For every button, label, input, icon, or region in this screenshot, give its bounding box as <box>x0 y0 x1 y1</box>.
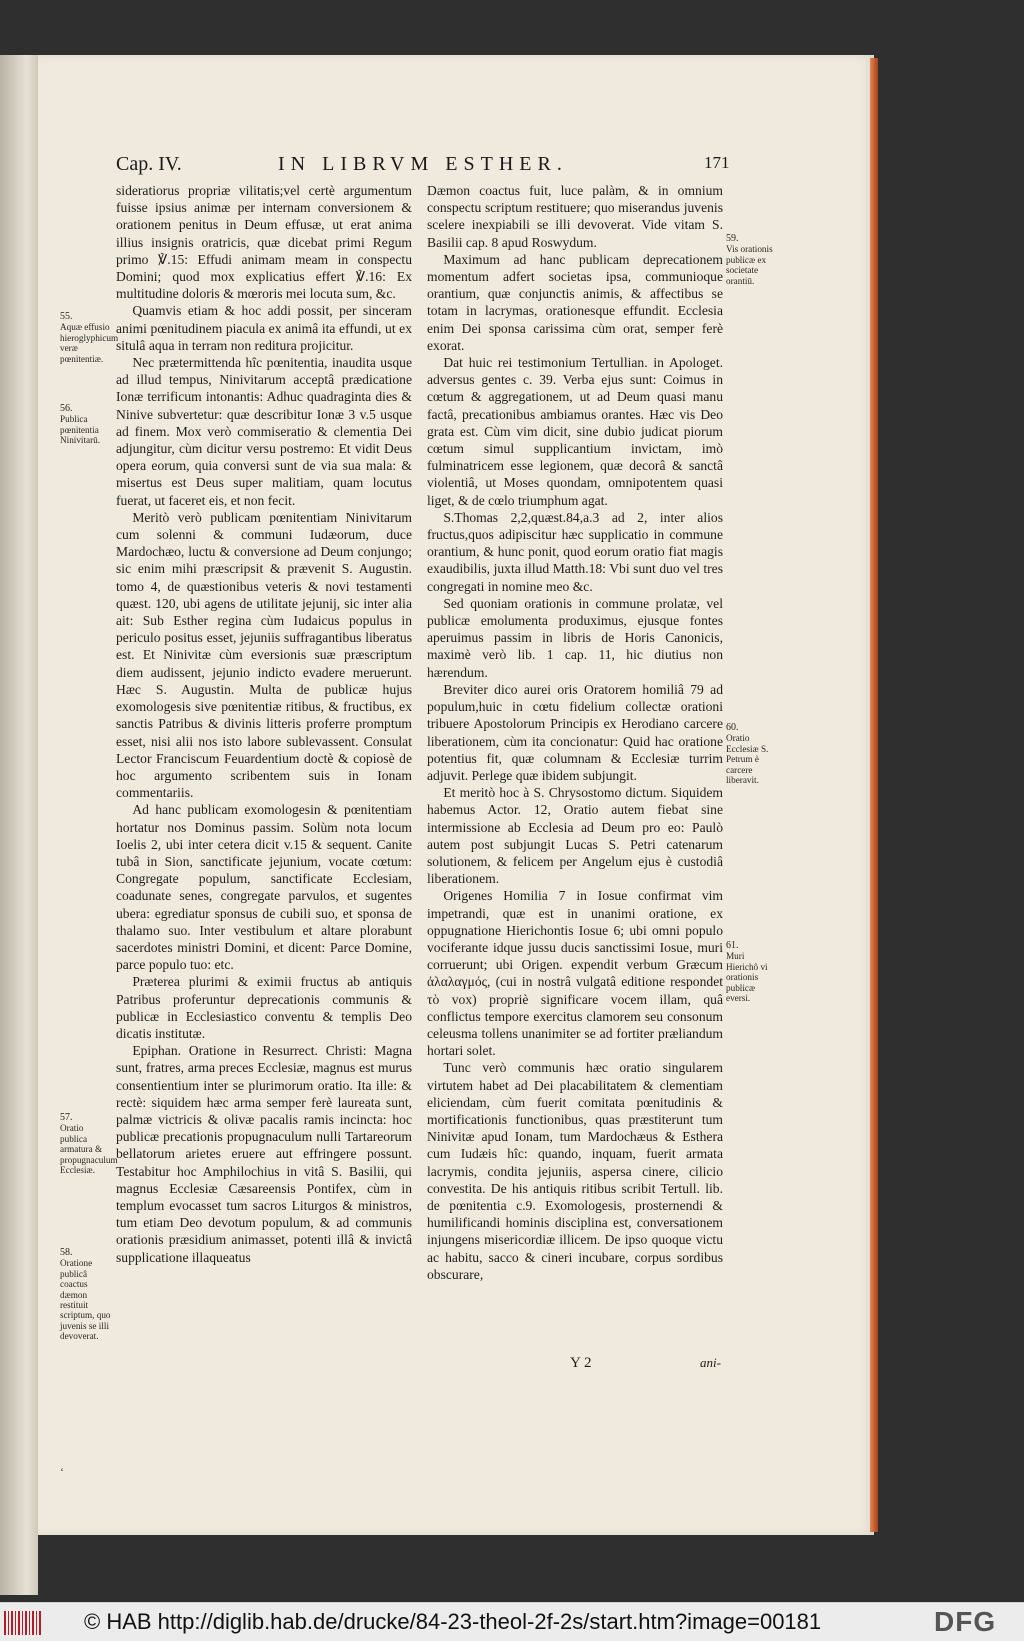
ink-mark: ʻ <box>60 1465 64 1479</box>
running-title: IN LIBRVM ESTHER. <box>278 153 568 175</box>
margin-note <box>726 941 778 1003</box>
margin-note <box>726 234 778 286</box>
barcode-icon <box>4 1611 42 1635</box>
facing-page-edge <box>0 55 38 1595</box>
chapter-label: Cap. IV. <box>116 153 182 175</box>
margin-note-text: Vis orationis publicæ ex societate orantiū. <box>726 244 773 286</box>
margin-note-number: 57. <box>60 1112 73 1123</box>
margin-note-text: Muri Hierichô vi orationis publicæ eversi. <box>726 951 768 1004</box>
paragraph: Quamvis etiam & hoc addi possit, per sinceram animi pœnitudinem piacula ex animâ ita effundi, ut ex situlâ aqua in terram non reditura projicitur. <box>116 303 412 353</box>
right-text-column <box>427 182 723 1283</box>
margin-note <box>726 723 778 785</box>
paragraph: Breviter dico aurei oris Oratorem homiliâ 79 ad populum,huic in cœtu fidelium collectæ orationi tribuere Apostolorum Principis ex Herodiano carcere liberationem, cùm ita concionatur: Quid hac oratione potentius fit, quæ columnam & Ecclesiæ turrim adjuvit. Perlege quæ ibidem subjungit. <box>427 681 723 783</box>
margin-note <box>60 1248 112 1342</box>
page-edge-red <box>870 58 878 1532</box>
running-header <box>116 153 736 177</box>
paragraph: S.Thomas 2,2,quæst.84,a.3 ad 2, inter alios fructus,quos adipiscitur hæc supplicatio in commune orantium, & hunc ponit, quod eorum oratio fiat magis exaudibilis, juxta illud Matth.18: Vbi sunt duo vel tres congregati in nomine meo &c. <box>427 509 723 594</box>
page-number: 171 <box>704 153 730 172</box>
margin-note-text: Oratio Ecclesiæ S. Petrum è carcere liberavit. <box>726 733 769 786</box>
margin-note-number: 58. <box>60 1247 73 1258</box>
paragraph: Dat huic rei testimonium Tertullian. in Apologet. adversus gentes c. 39. Verba ejus sunt: Coimus in cœtum & aggregationem, ut ad Deum quasi manu factâ, precationibus ambiamus orantes. Hæc vis Deo grata est. Cùm vim dicit, sine dubio judicat piorum cœtum simul supplicantium invictam, imò fulminatricem esse legionem, quæ decorâ & sanctâ violentiâ, ut Moses quondam, omnipotentem quasi liget, & de cœlo triumphum agat. <box>427 355 723 508</box>
paragraph: Ad hanc publicam exomologesin & pœnitentiam hortatur nos Dominus passim. Solùm nota locum Ioelis 2, ubi inter cetera dicit v.15 & sequent. Canite tubâ in Sion, sanctificate jejunium, vocate cœtum: Congregate populum, sanctificate Ecclesiam, coadunate senes, congregate parvulos, et sugentes ubera: egrediatur sponsus de cubili suo, et sponsa de thalamo suo. Inter vestibulum et altare plorabunt sacerdotes ministri Domini, et dicent: Parce Domine, parce populo tuo: etc. <box>116 802 412 973</box>
paragraph: sideratiorus propriæ vilitatis;vel certè argumentum fuisse ipsius animæ per internam conversionem & orationem penitus in Deum effusæ, ut erat anima illius insignis oratricis, quæ dicebat primi Regum primo ℣.15: Effudi animam meam in conspectu Domini; quod mox explicatius effert ℣.16: Ex multitudine doloris & mœroris mei locuta sum, &c. <box>116 183 412 302</box>
paragraph: Nec prætermittenda hîc pœnitentia, inaudita usque ad illud tempus, Ninivitarum acceptâ prædicatione Ionæ terrificum intonantis: Adhuc quadraginta dies & Ninive subvertetur: quæ describitur Ionæ 3 v.5 usque ad finem. Mox verò commiseratio & clementia Dei adjungitur, cùm dicitur versu postremo: Et vidit Deus opera eorum, quia conversi sunt de via sua mala: & misertus est Deus super malitiam, quam locutus fuerat, ut faceret eis, et non fecit. <box>116 355 412 508</box>
paragraph: Origenes Homilia 7 in Iosue confirmat vim impetrandi, quæ est in unanimi oratione, ex oppugnatione Hierichontis Iosue 6; ubi omni populo vociferante idque jussu ducis sanctissimi Iosue, muri corruerunt; ubi Origen. expendit verbum Græcum ἀλαλαγμός, (cui in nostrâ vulgatâ editione respondet τὸ vox) propriè significare vocem illam, quâ conflictus tempore exercitus clamorem seu consonum celeusma tollens unanimiter se ad fortiter præliandum hortari solet. <box>427 888 723 1059</box>
margin-note-text: Aquæ effusio hieroglyphicum veræ pœnitentiæ. <box>60 322 119 364</box>
left-text-column <box>116 182 412 1266</box>
dfg-logo: DFG <box>934 1606 997 1637</box>
paragraph: Tunc verò communis hæc oratio singularem virtutem habet ad Dei placabilitatem & clementiam eliciendam, cùm fuerit comitata pœnitudinis & mortificationis functionibus, quas præstiterunt tum Ninivitæ apud Ionam, tum Mardochæus & Esthera cum Iudæis hîc: quando, inquam, fuerit armata lacrymis, condita jejuniis, aspersa cinere, cilicio convestita. De his antiquis ritibus scribit Tertull. lib. de pœnitentia c.9. Exomologesis, prosternendi & humilificandi hominis disciplina est, conversationem injungens misericordiæ illicem. De ipso quoque victu ac habitu, sacco & cineri incubare, corpus sordibus obscurare, <box>427 1060 723 1282</box>
margin-note-number: 56. <box>60 403 73 414</box>
margin-note-number: 60. <box>726 722 739 733</box>
catchword: ani- <box>700 1355 721 1370</box>
paragraph: Præterea plurimi & eximii fructus ab antiquis Patribus proferuntur deprecationis communis & publicæ in Ecclesiastico conventu & templis Deo dicatis institutæ. <box>116 974 412 1041</box>
source-url[interactable]: © HAB http://diglib.hab.de/drucke/84-23-theol-2f-2s/start.htm?image=00181 <box>84 1609 822 1634</box>
paragraph: Et meritò hoc à S. Chrysostomo dictum. Siquidem habemus Actor. 12, Oratio autem fiebat sine intermissione ab Ecclesia ad Deum pro eo: Paulò autem post subjungit Lucas S. Petri catenarum solutionem, & felicem per Angelum ejus è custodiâ liberationem. <box>427 785 723 887</box>
margin-note <box>60 311 119 364</box>
margin-note-number: 55. <box>60 311 73 322</box>
margin-note-text: Oratio publica armatura & propugnaculum Ecclesiæ. <box>60 1123 118 1176</box>
paragraph: Meritò verò publicam pœnitentiam Ninivitarum cum solenni & communi Iudæorum, duce Mardochæo, luctu & conversione ad Deum conjungo; sic enim mihi præscripsit & prævenit S. Augustin. tomo 4, de quæstionibus veteris & novi testamenti quæst. 120, ubi agens de utilitate jejunij, sic inter alia ait: Sub Esther regina cùm Iudaicus populus in periculo positus esset, jejuniis suffragantibus liberatus est. Et Ninivitæ cùm eversionis suæ præscriptum diem audissent, jejunio indicto evadere meruerunt. Hæc S. Augustin. Multa de publicæ hujus exomologesis sive pœnitentiæ ritibus, & fructibus, ex sanctis Patribus & divinis litteris proferre promptum esset, nisi alii nos isto labore sublevassent. Consulat Lector Franciscum Feuardentium doctè & copiosè de hoc argumento scribentem suis in Ionam commentariis. <box>116 509 412 801</box>
margin-note-number: 59. <box>726 233 739 244</box>
margin-note-text: Publica pœnitentia Ninivitarū. <box>60 414 101 446</box>
paragraph: Sed quoniam orationis in commune prolatæ, vel publicæ emolumenta produximus, ejusque fontes aperuimus passim in libris de Horis Canonicis, maximè verò lib. 1 cap. 11, hic diutius non hærendum. <box>427 595 723 680</box>
viewer-footer <box>0 1602 1024 1641</box>
margin-note <box>60 1112 118 1176</box>
margin-note-number: 61. <box>726 940 739 951</box>
margin-note <box>60 404 112 446</box>
paragraph: Epiphan. Oratione in Resurrect. Christi: Magna sunt, fratres, arma preces Ecclesiæ, magnus est murus consentientium inter se plurimorum oratio. Ita ille: & rectè: siquidem hæc arma semper ferè laureata sunt, palmæ victricis & olivæ pacalis ramis incincta: hoc publicæ precationis propugnaculum nulli Tartareorum bellatorum arietes eruere aut effringere possunt. Testabitur hoc Amphilochius in vitâ S. Basilii, qui magnus Ecclesiæ Cæsareensis Pontifex, cùm in templum evocasset tum sacros Liturgos & ministros, tum etiam Deo devotum populum, & ad communis orationis præsidium animasset, potenti illâ & invictâ supplicatione illaqueatus <box>116 1043 412 1265</box>
paragraph: Maximum ad hanc publicam deprecationem momentum adfert societas ipsa, communioque orantium, quæ conjunctis animis, & affectibus se totam in lacrymas, orationesque effundit. Ecclesia enim Dei sponsa carissima cùm orat, semper ferè exorat. <box>427 251 723 353</box>
margin-note-text: Oratione publicâ coactus dæmon restituit scriptum, quo juvenis se illi devoverat. <box>60 1258 111 1342</box>
paragraph: Dæmon coactus fuit, luce palàm, & in omnium conspectu scriptum restituere; quo miserandus juvenis scelere inexpiabili se illi devoverat. Vide vitam S. Basilii cap. 8 apud Roswydum. <box>427 183 723 250</box>
signature-mark: Y 2 <box>570 1355 592 1371</box>
